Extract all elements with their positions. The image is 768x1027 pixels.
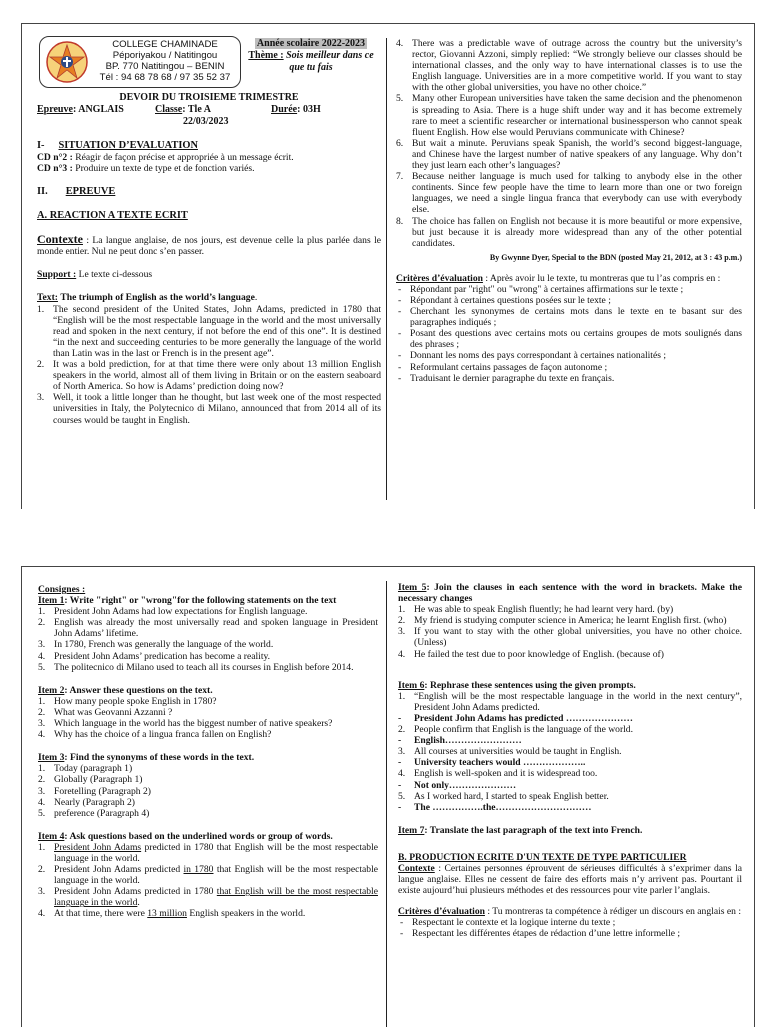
critere-item: - Posant des questions avec certains mots ou certains groupes de mots soulignés dans des phrases ; [396,328,742,350]
critere-item: - Cherchant les synonymes de certains mots dans le texte en te basant sur des paragraphes indiqués ; [396,306,742,328]
school-info-box [39,36,241,88]
item-4-heading: Item 4: Ask questions based on the underlined words or group of words. [38,830,333,842]
item-3-word: 4. Nearly (Paragraph 2) [38,796,135,808]
item-2-question: 1. How many people spoke English in 1780? [38,695,217,707]
item-2-list [38,696,378,740]
item-5-heading: Item 5: Join the clauses in each sentence with the word in brackets. Make the necessary changes [398,582,743,605]
page2-right-column [398,582,742,940]
criteres-b-intro: Critères d’évaluation : Tu montreras ta compétence à rédiger un discours en anglais en : [398,906,741,918]
item-3-word: 3. Foretelling (Paragraph 2) [38,785,151,797]
paragraph-8: 8. The choice has fallen on English not because it is more beautiful or more expensive, but just because it is already more widespread than any of the other potential candidates. [396,215,742,249]
cd2: CD n°2 : Réagir de façon précise et appropriée à un message écrit. [37,152,294,163]
school-address-2: BP. 770 Natitingou – BENIN [105,61,225,72]
school-address-1: Péporiyakou / Natitingou [112,50,218,61]
paragraph-list-left [37,304,381,426]
page2-left-column [38,584,378,920]
item-2-heading: Item 2: Answer these questions on the text. [38,684,213,696]
item-5-sentence: 1. He was able to speak English fluently; he had learnt very hard. (by) [398,604,674,616]
item-3-list [38,763,378,818]
item-4-list [38,842,378,920]
item-6-sentence: 4. English is well-spoken and it is widespread too. [398,768,598,780]
exam-title: DEVOIR DU TROISIEME TRIMESTRE [119,92,299,103]
item-5-sentence: 4. He failed the test due to poor knowledge of English. (because of) [398,648,664,660]
critere-item: - Répondant par "right" ou "wrong" à certaines affirmations sur le texte ; [396,284,742,295]
paragraph-5: 5. Many other European universities have taken the same decision and the phenomenon is spreading to Asia. There is a huge shift under way and it has become extremely rare to meet a scientific researcher or international businessperson who cannot speak fluent English. How else would Peruvians communicate with Chinese? [396,93,742,138]
text-signature: By Gwynne Dyer, Special to the BDN (posted May 21, 2012, at 3 : 43 p.m.) [489,252,742,262]
item-6-prompt: - The …………….the………………………… [398,801,592,813]
school-year-theme [243,38,379,74]
paragraph-6: 6. But wait a minute. Peruvians speak Spanish, the world’s second biggest-language, and Chinese have the largest number of native speakers of any language. Why don’t they just learn each other’s languages? [396,137,742,172]
item-6-list [398,691,742,813]
column-divider [386,581,387,1027]
item-3-heading: Item 3: Find the synonyms of these words in the text. [38,752,255,764]
item-1-statement: 3. In 1780, French was generally the language of the world. [38,639,274,651]
item-4-sentence: 2. President John Adams predicted in 1780 that English will be the most respectable language in the world. [38,864,378,887]
page1-right-column [396,38,742,384]
item-4-sentence: 4. At that time, there were 13 million English speakers in the world. [38,908,306,920]
school-year: Année scolaire 2022-2023 [256,38,366,49]
section-2-heading: II. EPREUVE [37,186,116,198]
paragraph-3: 3. Well, it took a little longer than he thought, but last week one of the most respected universities in Italy, the Polytecnico di Milano, announced that from 2014 all of its courses would be taught in English. [37,392,381,426]
section-1-heading: I- SITUATION D’EVALUATION [37,140,198,151]
critere-b-item: - Respectant les différentes étapes de rédaction d’une lettre informelle ; [398,928,742,939]
item-1-list [38,606,378,673]
item-3-word: 2. Globally (Paragraph 1) [38,774,143,786]
contexte-b: Contexte : Certaines personnes éprouvent de sérieuses difficultés à s’exprimer dans la langue anglaise. Elles ne cessent de faire des efforts mais n’y arrivent pas. Pourtant il existe aujourd’hui plusieurs méthodes et des ressources pour vite parler l’anglais. [398,862,742,897]
epreuve-label: Epreuve [37,104,73,115]
item-6-heading: Item 6: Rephrase these sentences using the given prompts. [398,679,636,691]
duree-value: : 03H [297,104,321,115]
page1-left-column [37,36,381,426]
item-4-sentence: 3. President John Adams predicted in 1780 that English will be the most respectable language in the world. [38,886,378,909]
item-1-statement: 1. President John Adams had low expectations for English language. [38,606,308,618]
item-6-prompt: - Not only………………… [398,779,517,791]
item-3-word: 5. preference (Paragraph 4) [38,807,150,819]
paragraph-4: 4. There was a predictable wave of outrage across the country but the university’s rector, Giovanni Azzoni, simply replied: “We strongly believe our classes should be international classes, and the only way to have international classes is to use the English language. Universities are in a more competitive world. If you want to stay with the other global universities, you have no other choice.” [396,38,742,94]
criteres-intro: Critères d’évaluation : Après avoir lu le texte, tu montreras que tu l’as compris en : [396,272,721,284]
item-3-word: 1. Today (paragraph 1) [38,763,133,775]
paragraph-2: 2. It was a bold prediction, for at that time there were only about 13 million English speakers in the world, almost all of them living in Britain or on the eastern seaboard of North America. So how is Adams’ prediction doing now? [37,359,381,393]
critere-item: - Reformulant certains passages de façon autonome ; [396,362,742,373]
critere-b-item: - Respectant le contexte et la logique interne du texte ; [398,917,742,928]
exam-page-1 [21,23,755,509]
item-1-heading: Item 1: Write "right" or "wrong"for the following statements on the text [38,595,337,607]
school-phone: Tél : 94 68 78 68 / 97 35 52 37 [99,72,231,83]
item-6-sentence: 3. All courses at universities would be taught in English. [398,746,622,758]
item-2-question: 4. Why has the choice of a lingua franca fallen on English? [38,729,272,741]
exam-page-2 [21,566,755,1027]
item-5-sentence: 3. If you want to stay with the other global universities, you have no other choice. (Unless) [398,626,742,649]
item-5-sentence: 2. My friend is studying computer science in America; he learnt English first. (who) [398,615,727,627]
school-name: COLLEGE CHAMINADE [112,39,218,50]
item-7-heading: Item 7: Translate the last paragraph of the text into French. [398,824,643,836]
school-info [92,39,238,83]
item-2-question: 2. What was Geovanni Azzanni ? [38,706,173,718]
paragraph-list-right [396,38,742,249]
exam-meta [37,104,381,116]
item-1-statement: 2. English was already the most universally read and spoken language in President John Adams’ lifetime. [38,617,378,640]
support: Support : Le texte ci-dessous [37,269,153,281]
school-logo-icon [45,40,89,84]
exam-date: 22/03/2023 [183,116,229,127]
cd3: CD n°3 : Produire un texte de type et de fonction variés. [37,163,255,175]
theme-value: Sois meilleur dans ce que tu fais [286,50,374,73]
paragraph-7: 7. Because neither language is much used for talking to anybody else in the other continents. Since few people have the time to learn more than one or two foreign languages, we need a single lingua franca that everybody can use with everybody else. [396,171,742,216]
item-1-statement: 5. The politecnico di Milano used to teach all its courses in English before 2014. [38,661,354,673]
classe-label: Classe [155,104,183,115]
item-1-statement: 4. President John Adams’ predication has become a reality. [38,650,271,662]
item-6-sentence: 5. As I worked hard, I started to speak English better. [398,790,609,802]
critere-item: - Donnant les noms des pays correspondant à certaines nationalités ; [396,350,742,361]
epreuve-value: : ANGLAIS [72,104,124,115]
contexte: Contexte : La langue anglaise, de nos jours, est devenue celle la plus parlée dans le monde entier. Nul ne peut donc s’en passer. [37,232,381,258]
item-6-prompt: - English…………………… [398,735,522,747]
duree-label: Durée [271,104,298,115]
theme-label: Thème : [248,50,284,61]
item-4-sentence: 1. President John Adams predicted in 1780 that English will be the most respectable language in the world. [38,841,378,864]
text-title: Text: The triumph of English as the world’s language. [37,292,258,304]
item-5-list [398,604,742,659]
paragraph-1: 1. The second president of the United States, John Adams, predicted in 1780 that “English will be the most respectable language in the world and the most universally read and spoken in the next century, if not before the end of this one”. It is destined “in the next and succeeding centuries to be more generally the language of the world than Latin was in the last or French is in the present age”. [37,303,381,359]
criteres-b-list [398,917,742,939]
criteres-list [396,284,742,384]
item-6-sentence: 1. “English will be the most respectable language in the world in the next century”, President John Adams predicted. [398,690,742,713]
item-6-prompt: - University teachers would ……………….. [398,757,586,769]
classe-value: : Tle A [182,104,211,115]
school-header [37,36,381,94]
column-divider [386,38,387,500]
section-a-heading: A. REACTION A TEXTE ECRIT [37,210,188,222]
section-b-heading: B. PRODUCTION ECRITE D'UN TEXTE DE TYPE PARTICULIER [398,851,687,863]
item-2-question: 3. Which language in the world has the biggest number of native speakers? [38,718,333,730]
item-6-sentence: 2. People confirm that English is the language of the world. [398,724,634,736]
critere-item: - Répondant à certaines questions posées sur le texte ; [396,295,742,306]
consignes-heading: Consignes : [38,584,86,595]
item-6-prompt: - President John Adams has predicted ………………… [398,712,633,724]
critere-item: - Traduisant le dernier paragraphe du texte en français. [396,373,742,384]
